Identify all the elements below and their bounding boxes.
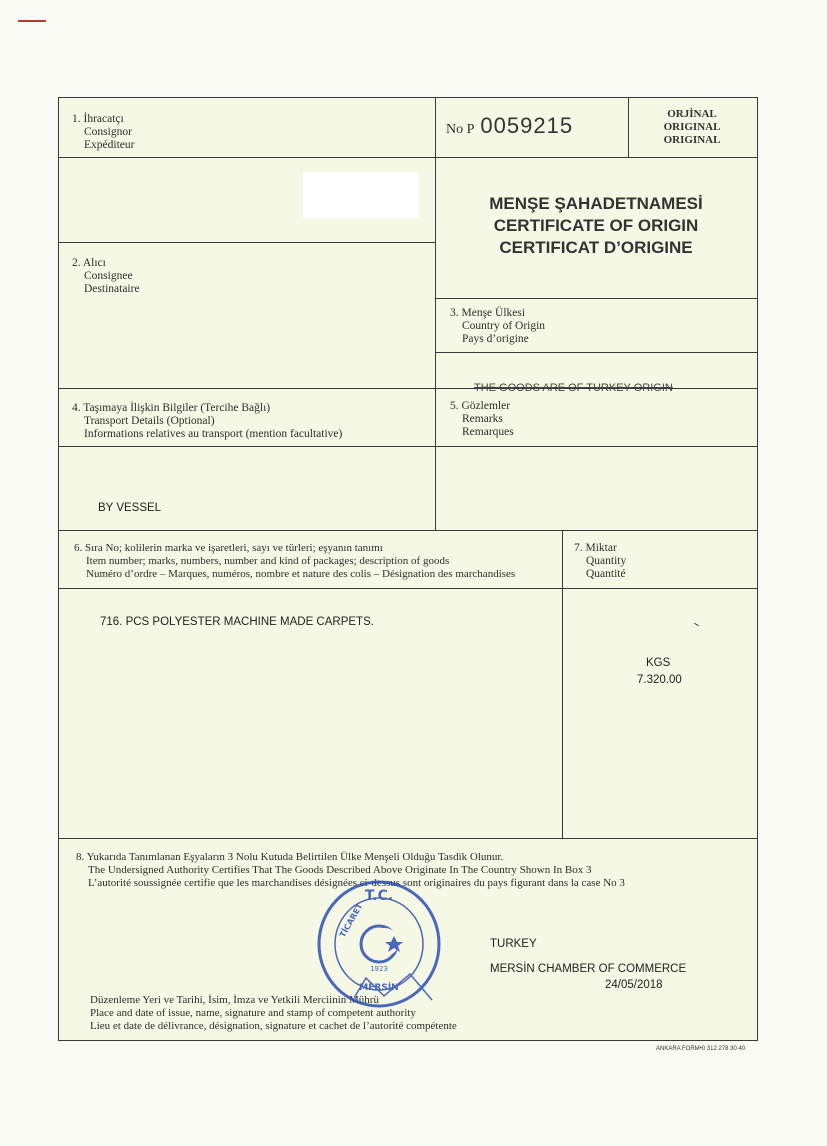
rule-row5 [58, 446, 758, 447]
rule-col-qty [562, 530, 563, 838]
box3-label-tr: 3. Menşe Ülkesi [450, 307, 526, 319]
box1-label-tr: 1. İhracatçı [72, 113, 124, 125]
box5-label-tr: 5. Gözlemler [450, 400, 511, 412]
box1-label-fr: Expéditeur [84, 139, 135, 151]
box6-label-fr: Numéro d’ordre – Marques, numéros, nombre et nature des colis – Désignation des marchandises [86, 568, 516, 580]
title-fr: CERTIFICAT D’ORIGINE [499, 238, 693, 257]
official-stamp-icon [314, 878, 444, 1012]
goods-description-value: 716. PCS POLYESTER MACHINE MADE CARPETS. [100, 616, 374, 628]
form-code: ANKARA FORM•0 312 278 30 40 [656, 1046, 746, 1052]
box6-label [74, 542, 515, 581]
certificate-number [446, 113, 573, 139]
rule-row3b [435, 352, 757, 353]
quantity-unit: KGS [646, 657, 671, 669]
original-en: ORIGINAL [663, 121, 721, 133]
box2-label-en: Consignee [84, 270, 133, 282]
box4-label-tr: 4. Taşımaya İlişkin Bilgiler (Tercihe Bağlı) [72, 402, 271, 414]
rule-left [58, 97, 59, 1041]
rule-row6 [58, 530, 758, 531]
number-value: 0059215 [480, 113, 574, 138]
rule-row2 [58, 242, 435, 243]
stamp-text-year: 1923 [370, 965, 388, 973]
box4-label [72, 402, 342, 441]
rule-right [757, 97, 758, 1041]
rule-col-mid [435, 97, 436, 530]
issue-date: 24/05/2018 [605, 979, 663, 991]
redacted-area [303, 172, 419, 218]
document-title [438, 193, 754, 259]
rule-bottom [58, 1040, 758, 1041]
place-label-en: Place and date of issue, name, signature and stamp of competent authority [90, 1007, 416, 1019]
box8-label-fr: L’autorité soussignée certifie que les marchandises désignées ci-dessus sont originaires du pays figurant dans la case No 3 [88, 877, 625, 889]
issuer-country: TURKEY [490, 938, 537, 950]
stamp-text-ticaret: TİCARET [337, 901, 365, 939]
stamp-text-tc: T.C. [364, 888, 394, 904]
box7-label-tr: 7. Miktar [574, 542, 617, 554]
box1-label-en: Consignor [84, 126, 132, 138]
box2-label [72, 257, 140, 296]
box4-label-fr: Informations relatives au transport (mention facultative) [84, 428, 343, 440]
corner-mark [18, 20, 46, 22]
box2-label-fr: Destinataire [84, 283, 140, 295]
box2-label-tr: 2. Alıcı [72, 257, 106, 269]
box7-label-en: Quantity [586, 555, 627, 567]
original-tr: ORJİNAL [667, 108, 717, 120]
rule-orig-left [628, 97, 629, 157]
place-label-fr: Lieu et date de délivrance, désignation, signature et cachet de l’autorité compétente [90, 1020, 457, 1032]
rule-row3 [435, 298, 757, 299]
issuer-chamber: MERSİN CHAMBER OF COMMERCE [490, 963, 687, 975]
rule-top [58, 97, 758, 98]
original-badge [630, 108, 754, 147]
box8-label-en: The Undersigned Authority Certifies That The Goods Described Above Originate In The Country Shown In Box 3 [88, 864, 592, 876]
number-prefix: No P [446, 122, 475, 137]
rule-row1 [58, 157, 758, 158]
box5-label [450, 400, 514, 439]
box7-label [574, 542, 626, 581]
place-label-tr: Düzenleme Yeri ve Tarihi, İsim, İmza ve Yetkili Merciinin Mührü [90, 994, 379, 1006]
box3-label-fr: Pays d’origine [462, 333, 529, 345]
quantity-value: 7.320.00 [637, 674, 682, 686]
box1-label [72, 113, 134, 152]
title-tr: MENŞE ŞAHADETNAMESİ [489, 194, 703, 213]
box8-label-tr: 8. Yukarıda Tanımlanan Eşyaların 3 Nolu Kutuda Belirtilen Ülke Menşeli Olduğu Tasdik Olunur. [76, 851, 504, 863]
rule-row7 [58, 588, 758, 589]
box6-label-tr: 6. Sıra No; kolilerin marka ve işaretleri, sayı ve türleri; eşyanın tanımı [74, 542, 383, 554]
box3-label-en: Country of Origin [462, 320, 546, 332]
country-of-origin-value: THE GOODS ARE OF TURKEY ORIGIN [474, 382, 673, 394]
rule-row8 [58, 838, 758, 839]
original-fr: ORIGINAL [663, 134, 721, 146]
title-en: CERTIFICATE OF ORIGIN [493, 216, 699, 235]
box5-label-fr: Remarques [462, 426, 514, 438]
box3-label [450, 307, 545, 346]
transport-value: BY VESSEL [98, 502, 162, 514]
box4-label-en: Transport Details (Optional) [84, 415, 215, 427]
box7-label-fr: Quantité [586, 568, 626, 580]
box5-label-en: Remarks [462, 413, 503, 425]
box6-label-en: Item number; marks, numbers, number and kind of packages; description of goods [86, 555, 450, 567]
stamp-text-mersin: MERSİN [359, 983, 399, 993]
